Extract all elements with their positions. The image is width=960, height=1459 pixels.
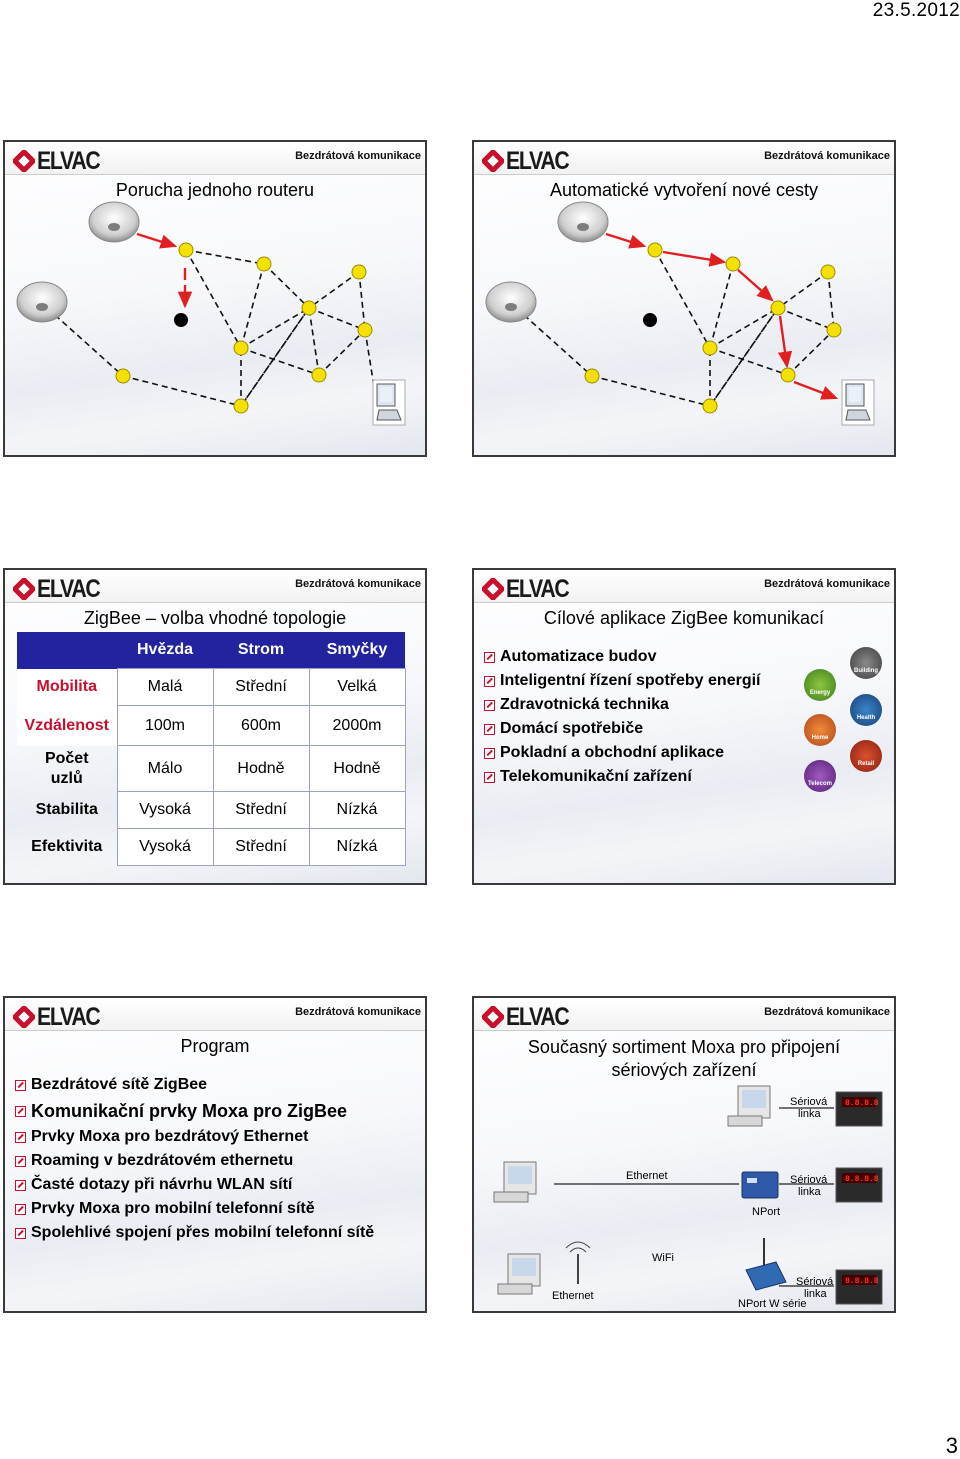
row-header: Mobilita (17, 669, 117, 706)
row-header: Vzdálenost (17, 706, 117, 746)
mesh-network-diagram (474, 142, 896, 457)
table-row (17, 706, 405, 746)
table-row (17, 829, 405, 866)
computer-icon (842, 380, 874, 425)
list-item: Domácí spotřebiče (484, 717, 760, 741)
row-header: Počet uzlů (44, 749, 89, 787)
elvac-logo-icon (13, 578, 35, 600)
ceiling-sensor-icon (558, 202, 608, 242)
checkbox-bullet-icon (15, 1106, 26, 1117)
serial-line-label: linka (798, 1108, 821, 1120)
header-label: Bezdrátová komunikace (295, 1006, 421, 1018)
table-row (17, 669, 405, 706)
nport-device-icon (742, 1172, 778, 1198)
column-header: Hvězda (117, 632, 213, 669)
slide-5 (3, 996, 427, 1313)
program-list (15, 1073, 374, 1245)
failed-router-node (174, 313, 188, 327)
list-item: Časté dotazy při návrhu WLAN sítí (15, 1173, 374, 1197)
slide-2 (472, 140, 896, 457)
table-cell: Velká (309, 669, 405, 706)
serial-line-label: linka (798, 1186, 821, 1198)
table-cell: Nízká (309, 792, 405, 829)
checkbox-bullet-icon (484, 724, 495, 735)
mesh-network-diagram (5, 142, 427, 457)
table-row (17, 746, 405, 792)
slide-6 (472, 996, 896, 1313)
table-cell: 100m (117, 706, 213, 746)
checkbox-bullet-icon (484, 748, 495, 759)
ethernet-label: Ethernet (552, 1290, 594, 1302)
table-cell: Nízká (309, 829, 405, 866)
header-label: Bezdrátová komunikace (764, 1006, 890, 1018)
serial-line-label: Sériová (790, 1096, 828, 1108)
table-cell: 600m (213, 706, 309, 746)
checkbox-bullet-icon (15, 1080, 26, 1091)
column-header: Smyčky (309, 632, 405, 669)
table-cell: Vysoká (117, 792, 213, 829)
row-header: Efektivita (31, 838, 103, 855)
date: 23.5.2012 (872, 0, 960, 21)
header-label: Bezdrátová komunikace (295, 578, 421, 590)
slide-1 (3, 140, 427, 457)
table-row (17, 792, 405, 829)
serial-connectivity-diagram (474, 998, 896, 1313)
nport-w-device-icon (746, 1238, 786, 1290)
wifi-antenna-icon (566, 1242, 590, 1284)
elvac-logo-icon (13, 1006, 35, 1028)
nport-label: NPort (752, 1206, 781, 1218)
topology-comparison-table (17, 632, 406, 866)
list-item: Bezdrátové sítě ZigBee (15, 1073, 374, 1097)
table-cell: Střední (213, 829, 309, 866)
elvac-logo: ELVAC (482, 1004, 580, 1030)
table-cell: Hodně (213, 746, 309, 792)
slide-3 (3, 568, 427, 885)
nport-w-label: NPort W série (738, 1298, 807, 1310)
row-header: Stabilita (35, 801, 98, 818)
checkbox-bullet-icon (15, 1180, 26, 1191)
slide-title: Program (180, 1036, 250, 1056)
table-cell: Střední (213, 792, 309, 829)
ceiling-sensor-icon (486, 282, 536, 322)
table-cell: Střední (213, 669, 309, 706)
application-list (484, 645, 760, 789)
list-item: Pokladní a obchodní aplikace (484, 741, 760, 765)
serial-line-label: linka (804, 1288, 827, 1300)
wifi-label: WiFi (652, 1252, 674, 1264)
list-item: Spolehlivé spojení přes mobilní telefonní sítě (15, 1221, 374, 1245)
list-item: Inteligentní řízení spotřeby energií (484, 669, 760, 693)
display-readout: 8.8.8.8 (845, 1099, 879, 1108)
elvac-logo: ELVAC (13, 1004, 111, 1030)
checkbox-bullet-icon (15, 1228, 26, 1239)
checkbox-bullet-icon (484, 700, 495, 711)
slide-4: ELVAC Bezdrátová komunikace Cílové aplikace ZigBee komunikací Automatizace budov Inteligentní řízení spotřeby energií Zdravotnická technika Domácí spotřebiče Pokladní a obchodní aplikace Telekomunikační zařízení Building Energy Health Home Retail Telecom (472, 568, 896, 885)
slide-title: Současný sortiment Moxa pro připojení sériových zařízení (527, 1037, 841, 1080)
elvac-logo: ELVAC (13, 148, 111, 174)
serial-line-label: Sériová (796, 1276, 834, 1288)
building-icon (850, 647, 882, 679)
failed-router-node (643, 313, 657, 327)
ceiling-sensor-icon (89, 202, 139, 242)
slide-title: Cílové aplikace ZigBee komunikací (543, 608, 825, 628)
list-item: Komunikační prvky Moxa pro ZigBee (15, 1097, 374, 1125)
header-label: Bezdrátová komunikace (764, 150, 890, 162)
list-item: Telekomunikační zařízení (484, 765, 760, 789)
computer-icon (373, 380, 405, 425)
elvac-logo-icon (482, 578, 504, 600)
elvac-logo: ELVAC (482, 148, 580, 174)
telecom-icon (804, 760, 836, 792)
elvac-logo: ELVAC (13, 576, 111, 602)
checkbox-bullet-icon (15, 1204, 26, 1215)
serial-display-icon (836, 1092, 882, 1304)
checkbox-bullet-icon (484, 652, 495, 663)
slide-title: Automatické vytvoření nové cesty (549, 180, 819, 200)
page-number: 3 (945, 1433, 958, 1458)
display-readout: 8.8.8.8 (845, 1175, 879, 1184)
serial-line-label: Sériová (790, 1174, 828, 1186)
table-cell: Malá (117, 669, 213, 706)
list-item: Automatizace budov (484, 645, 760, 669)
header-label: Bezdrátová komunikace (295, 150, 421, 162)
column-header: Strom (213, 632, 309, 669)
table-cell: Vysoká (117, 829, 213, 866)
list-item: Prvky Moxa pro mobilní telefonní sítě (15, 1197, 374, 1221)
energy-icon (804, 669, 836, 701)
checkbox-bullet-icon (484, 676, 495, 687)
checkbox-bullet-icon (484, 772, 495, 783)
computer-icon (494, 1086, 770, 1294)
ethernet-label: Ethernet (626, 1170, 668, 1182)
slide-title: Porucha jednoho routeru (115, 180, 315, 200)
table-cell: 2000m (309, 706, 405, 746)
table-cell: Hodně (309, 746, 405, 792)
slide-title: ZigBee – volba vhodné topologie (83, 608, 347, 628)
slide-header-bar (474, 570, 894, 603)
health-icon (850, 694, 882, 726)
list-item: Prvky Moxa pro bezdrátový Ethernet (15, 1125, 374, 1149)
display-readout: 8.8.8.8 (845, 1277, 879, 1286)
list-item: Zdravotnická technika (484, 693, 760, 717)
home-icon (804, 714, 836, 746)
retail-icon (850, 740, 882, 772)
header-label: Bezdrátová komunikace (764, 578, 890, 590)
list-item: Roaming v bezdrátovém ethernetu (15, 1149, 374, 1173)
table-cell: Málo (117, 746, 213, 792)
slide-header-bar (5, 570, 425, 603)
checkbox-bullet-icon (15, 1132, 26, 1143)
elvac-logo: ELVAC (482, 576, 580, 602)
ceiling-sensor-icon (17, 282, 67, 322)
slide-header-bar (5, 998, 425, 1031)
checkbox-bullet-icon (15, 1156, 26, 1167)
